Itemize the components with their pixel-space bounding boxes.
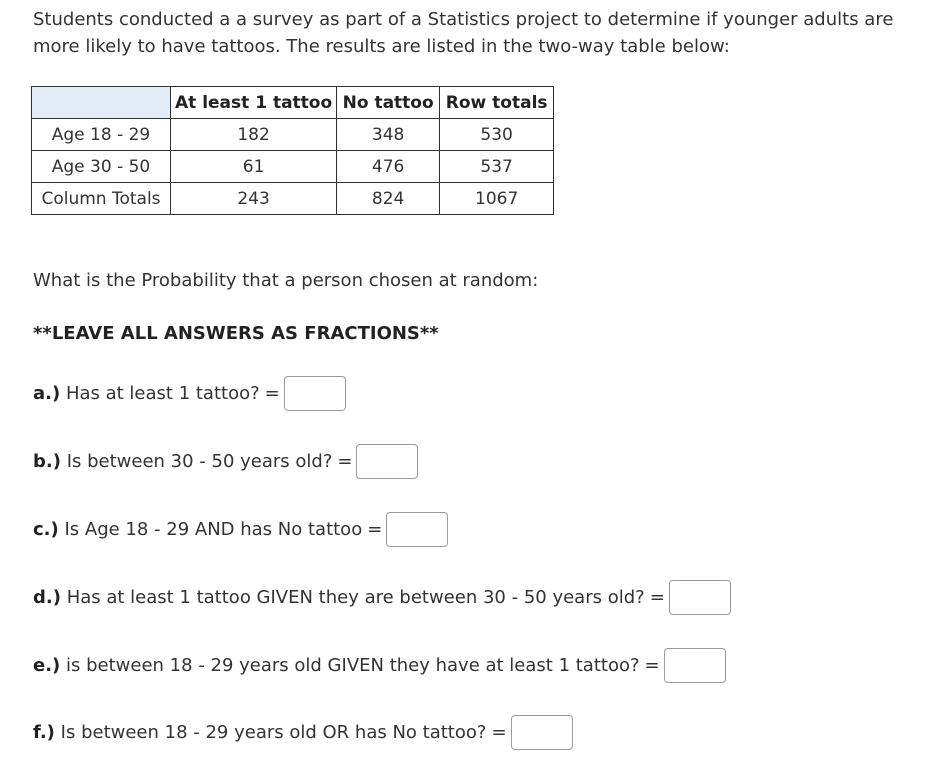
row-label: Age 30 - 50 bbox=[32, 151, 171, 183]
table-row bbox=[32, 119, 554, 151]
question-f bbox=[33, 715, 573, 750]
question-e bbox=[33, 648, 726, 683]
table-cell: 530 bbox=[440, 119, 554, 151]
question-letter: e.) bbox=[33, 655, 61, 676]
table-header-row bbox=[32, 87, 554, 119]
question-a bbox=[33, 376, 346, 411]
question-letter: d.) bbox=[33, 587, 61, 608]
table-cell: 243 bbox=[171, 183, 337, 215]
equals-sign: = bbox=[644, 655, 660, 676]
header-no-tattoo: No tattoo bbox=[337, 87, 440, 119]
table-cell: 476 bbox=[337, 151, 440, 183]
answer-input-f[interactable] bbox=[511, 715, 573, 750]
row-label: Column Totals bbox=[32, 183, 171, 215]
question-text: Has at least 1 tattoo GIVEN they are between 30 - 50 years old? bbox=[66, 587, 645, 608]
equals-sign: = bbox=[337, 451, 353, 472]
equals-sign: = bbox=[649, 587, 665, 608]
question-text: Is between 30 - 50 years old? bbox=[66, 451, 333, 472]
question-c bbox=[33, 512, 448, 547]
table-cell: 348 bbox=[337, 119, 440, 151]
question-d bbox=[33, 580, 731, 615]
table-cell: 61 bbox=[171, 151, 337, 183]
answer-input-a[interactable] bbox=[284, 376, 346, 411]
header-row-totals: Row totals bbox=[440, 87, 554, 119]
header-at-least-1-tattoo: At least 1 tattoo bbox=[171, 87, 337, 119]
table-cell: 537 bbox=[440, 151, 554, 183]
question-text: Is Age 18 - 29 AND has No tattoo bbox=[64, 519, 363, 540]
table-corner-cell bbox=[32, 87, 171, 119]
answer-input-c[interactable] bbox=[386, 512, 448, 547]
question-letter: c.) bbox=[33, 519, 59, 540]
question-text: is between 18 - 29 years old GIVEN they have at least 1 tattoo? bbox=[66, 655, 640, 676]
question-text: Is between 18 - 29 years old OR has No tattoo? bbox=[60, 722, 487, 743]
two-way-table bbox=[31, 86, 554, 215]
table-row bbox=[32, 151, 554, 183]
row-label: Age 18 - 29 bbox=[32, 119, 171, 151]
question-b bbox=[33, 444, 418, 479]
question-text: Has at least 1 tattoo? bbox=[65, 383, 260, 404]
table-row bbox=[32, 183, 554, 215]
table-cell: 182 bbox=[171, 119, 337, 151]
question-letter: f.) bbox=[33, 722, 55, 743]
equals-sign: = bbox=[491, 722, 507, 743]
question-letter: a.) bbox=[33, 383, 61, 404]
equals-sign: = bbox=[367, 519, 383, 540]
table-cell: 824 bbox=[337, 183, 440, 215]
fractions-note: **LEAVE ALL ANSWERS AS FRACTIONS** bbox=[33, 323, 439, 344]
equals-sign: = bbox=[264, 383, 280, 404]
answer-input-b[interactable] bbox=[356, 444, 418, 479]
answer-input-d[interactable] bbox=[669, 580, 731, 615]
intro-text: Students conducted a a survey as part of a Statistics project to determine if younger adults are more likely to have tattoos. The results are listed in the two-way table below: bbox=[33, 9, 894, 57]
question-prompt: What is the Probability that a person chosen at random: bbox=[33, 270, 539, 291]
question-letter: b.) bbox=[33, 451, 61, 472]
answer-input-e[interactable] bbox=[664, 648, 726, 683]
table-cell: 1067 bbox=[440, 183, 554, 215]
